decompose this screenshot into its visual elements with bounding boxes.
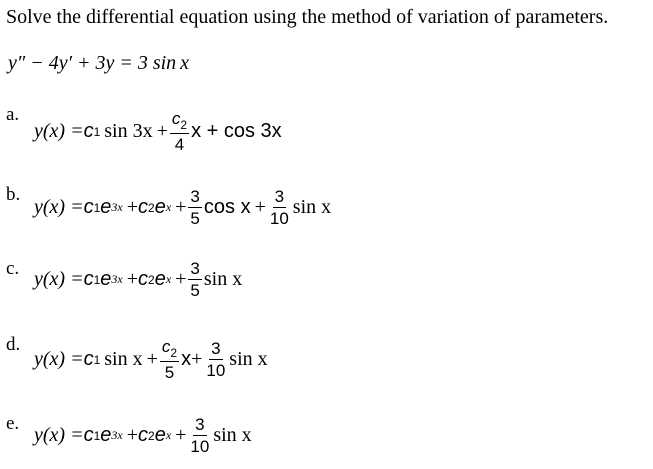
c2-sub: 2: [148, 428, 155, 443]
f1-fn: sin x: [213, 424, 252, 446]
e2-sup: x: [165, 428, 172, 442]
den: 4: [174, 135, 185, 154]
fraction-3-over-10: [268, 188, 291, 227]
plus: +: [156, 120, 168, 142]
e2: e: [154, 196, 166, 218]
e2: e: [154, 268, 166, 290]
e1: e: [100, 424, 112, 446]
f1-num: 3: [190, 259, 200, 278]
f1-num: 3: [195, 415, 205, 434]
f1-num: 3: [190, 187, 200, 206]
lhs: y(x) =: [34, 120, 84, 142]
c2-sub: 2: [148, 272, 155, 287]
c1: c: [83, 120, 94, 142]
c1-sub: 1: [93, 428, 101, 443]
c1-fn: sin 3x: [104, 120, 153, 142]
ode-equation: [8, 52, 189, 75]
option-e-label[interactable]: e.: [6, 413, 20, 434]
lhs: y(x) =: [34, 424, 84, 446]
e2: e: [154, 424, 166, 446]
f2-den: 10: [206, 361, 226, 380]
c2: c: [171, 109, 181, 128]
lhs: y(x) =: [34, 196, 84, 218]
f1-den: 10: [190, 437, 210, 456]
c1-sub: 1: [93, 272, 101, 287]
f1-fn: sin x: [203, 268, 243, 290]
option-d-equation[interactable]: y(x) = c 1 sin x + $\frac{c_2}{5}$ x + $\frac{3}{10}$ sin x: [34, 337, 268, 382]
fraction-3-over-5: [188, 260, 201, 299]
e1-sup: 3x: [111, 428, 123, 442]
fraction-3-over-10: [204, 340, 227, 379]
option-b-label[interactable]: b.: [6, 184, 21, 205]
fraction-3-over-10: [188, 416, 211, 455]
option-c-equation[interactable]: y(x) = c 1 e 3x + c 2 e x + $\frac{3}{5}$ sin x: [34, 259, 243, 300]
option-c-label[interactable]: c.: [6, 258, 20, 279]
fraction-c2-over-4: [170, 110, 189, 153]
option-a-equation[interactable]: [34, 110, 282, 153]
option-d-label[interactable]: d.: [6, 334, 21, 355]
c1-fn: sin x: [104, 348, 143, 370]
c1: c: [83, 348, 94, 370]
c1-sub: 1: [93, 352, 101, 367]
f1-den: 5: [190, 281, 200, 300]
f2-num: 3: [211, 339, 221, 358]
f2-den: 10: [269, 209, 289, 228]
e2-sup: x: [165, 272, 172, 286]
c1-sub: 1: [93, 200, 101, 215]
c2-sub: 2: [148, 200, 155, 215]
f2-fn: sin x: [229, 348, 268, 370]
e1-sup: 3x: [111, 272, 123, 286]
e1-sup: 3x: [111, 200, 123, 214]
c2: c: [138, 268, 148, 290]
c1: c: [83, 268, 94, 290]
c1-sub: 1: [93, 124, 101, 139]
e2-sup: x: [165, 200, 172, 214]
lhs: y(x) =: [34, 348, 84, 370]
f1-den: 5: [190, 209, 200, 228]
f1-fn: cos x: [203, 196, 251, 218]
e1: e: [100, 196, 112, 218]
f2-num: 3: [274, 187, 285, 206]
ode-lhs: y″ − 4y′ + 3y = 3 sin: [8, 52, 177, 74]
lhs: y(x) =: [34, 268, 84, 290]
c2: c: [138, 424, 148, 446]
f2-fn: sin x: [292, 196, 332, 218]
c2: c: [161, 337, 171, 356]
question-text: Solve the differential equation using the method of variation of parameters.: [6, 6, 609, 28]
option-e-equation[interactable]: y(x) = c 1 e 3x + c 2 e x + $\frac{3}{10}$ sin x: [34, 415, 252, 456]
tail: x + cos 3x: [191, 120, 282, 142]
option-b-equation[interactable]: y(x) = c 1 e 3x + c 2 e x + $\frac{3}{5}$ cos x + $\frac{3}{10}$ sin x: [34, 187, 332, 228]
fraction-3-over-5: [188, 188, 201, 227]
c1: c: [83, 196, 94, 218]
e1: e: [100, 268, 112, 290]
c2: c: [138, 196, 148, 218]
mid-x: x: [181, 348, 192, 370]
fraction-c2-over-5: [160, 338, 179, 381]
ode-var: x: [180, 52, 190, 74]
c2-sub: 2: [170, 346, 178, 360]
c2-sub: 2: [180, 118, 188, 132]
option-a-label[interactable]: a.: [6, 104, 20, 125]
den: 5: [164, 363, 175, 382]
c1: c: [83, 424, 94, 446]
